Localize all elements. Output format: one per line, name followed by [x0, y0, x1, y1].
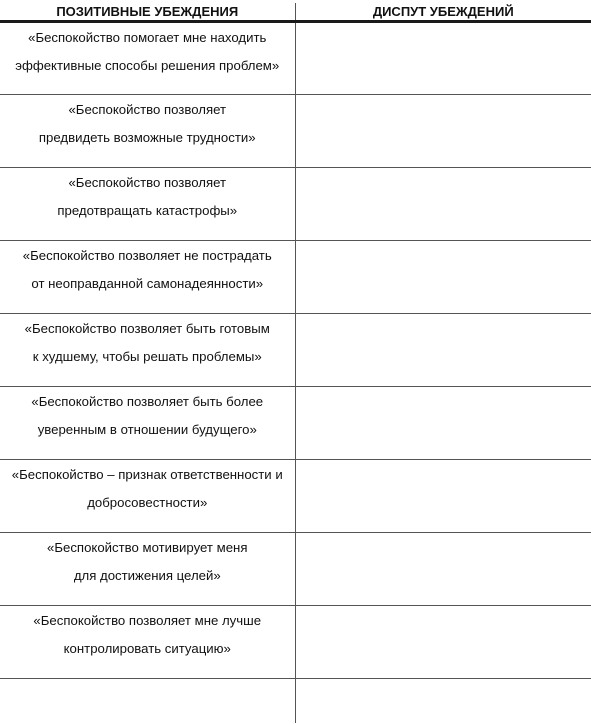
- belief-line-2: контролировать ситуацию»: [63, 641, 231, 656]
- table-row: [0, 22, 591, 95]
- belief-cell[interactable]: [0, 679, 295, 724]
- belief-cell: [0, 387, 295, 460]
- belief-line-1: «Беспокойство – признак ответственности и: [11, 467, 283, 482]
- belief-cell: [0, 241, 295, 314]
- table-row: [0, 606, 591, 679]
- table-row: [0, 95, 591, 168]
- belief-line-2: к худшему, чтобы решать проблемы»: [32, 349, 262, 364]
- dispute-cell[interactable]: [295, 95, 591, 168]
- dispute-cell[interactable]: [295, 22, 591, 95]
- belief-cell: [0, 95, 295, 168]
- belief-line-2: эффективные способы решения проблем»: [15, 58, 280, 73]
- belief-line-2: добросовестности»: [87, 495, 208, 510]
- beliefs-table: [0, 3, 591, 723]
- dispute-cell[interactable]: [295, 679, 591, 724]
- belief-line-1: «Беспокойство помогает мне находить: [28, 30, 267, 45]
- belief-cell: [0, 314, 295, 387]
- belief-line-1: «Беспокойство позволяет: [68, 102, 227, 117]
- dispute-cell[interactable]: [295, 387, 591, 460]
- belief-line-1: «Беспокойство позволяет мне лучше: [33, 613, 262, 628]
- dispute-cell[interactable]: [295, 168, 591, 241]
- dispute-cell[interactable]: [295, 460, 591, 533]
- belief-line-2: предотвращать катастрофы»: [57, 203, 238, 218]
- belief-cell: [0, 460, 295, 533]
- dispute-cell[interactable]: [295, 241, 591, 314]
- table-row: [0, 168, 591, 241]
- table-row: [0, 314, 591, 387]
- belief-cell: [0, 22, 295, 95]
- table-row: [0, 679, 591, 724]
- table-header-row: [0, 3, 591, 22]
- dispute-cell[interactable]: [295, 314, 591, 387]
- table-row: [0, 387, 591, 460]
- belief-line-2: для достижения целей»: [73, 568, 221, 583]
- table-row: [0, 241, 591, 314]
- dispute-cell[interactable]: [295, 606, 591, 679]
- header-belief-dispute: ДИСПУТ УБЕЖДЕНИЙ: [295, 3, 591, 22]
- dispute-cell[interactable]: [295, 533, 591, 606]
- belief-line-1: «Беспокойство позволяет не пострадать: [22, 248, 272, 263]
- belief-line-1: «Беспокойство мотивирует меня: [47, 540, 248, 555]
- header-positive-beliefs: ПОЗИТИВНЫЕ УБЕЖДЕНИЯ: [0, 3, 295, 22]
- belief-line-2: от неоправданной самонадеянности»: [31, 276, 264, 291]
- belief-cell: [0, 606, 295, 679]
- belief-line-1: «Беспокойство позволяет быть более: [31, 394, 264, 409]
- belief-line-2: предвидеть возможные трудности»: [38, 130, 256, 145]
- belief-cell: [0, 533, 295, 606]
- belief-cell: [0, 168, 295, 241]
- table-row: [0, 460, 591, 533]
- table-row: [0, 533, 591, 606]
- belief-line-2: уверенным в отношении будущего»: [37, 422, 257, 437]
- belief-line-1: «Беспокойство позволяет: [68, 175, 227, 190]
- belief-line-1: «Беспокойство позволяет быть готовым: [24, 321, 270, 336]
